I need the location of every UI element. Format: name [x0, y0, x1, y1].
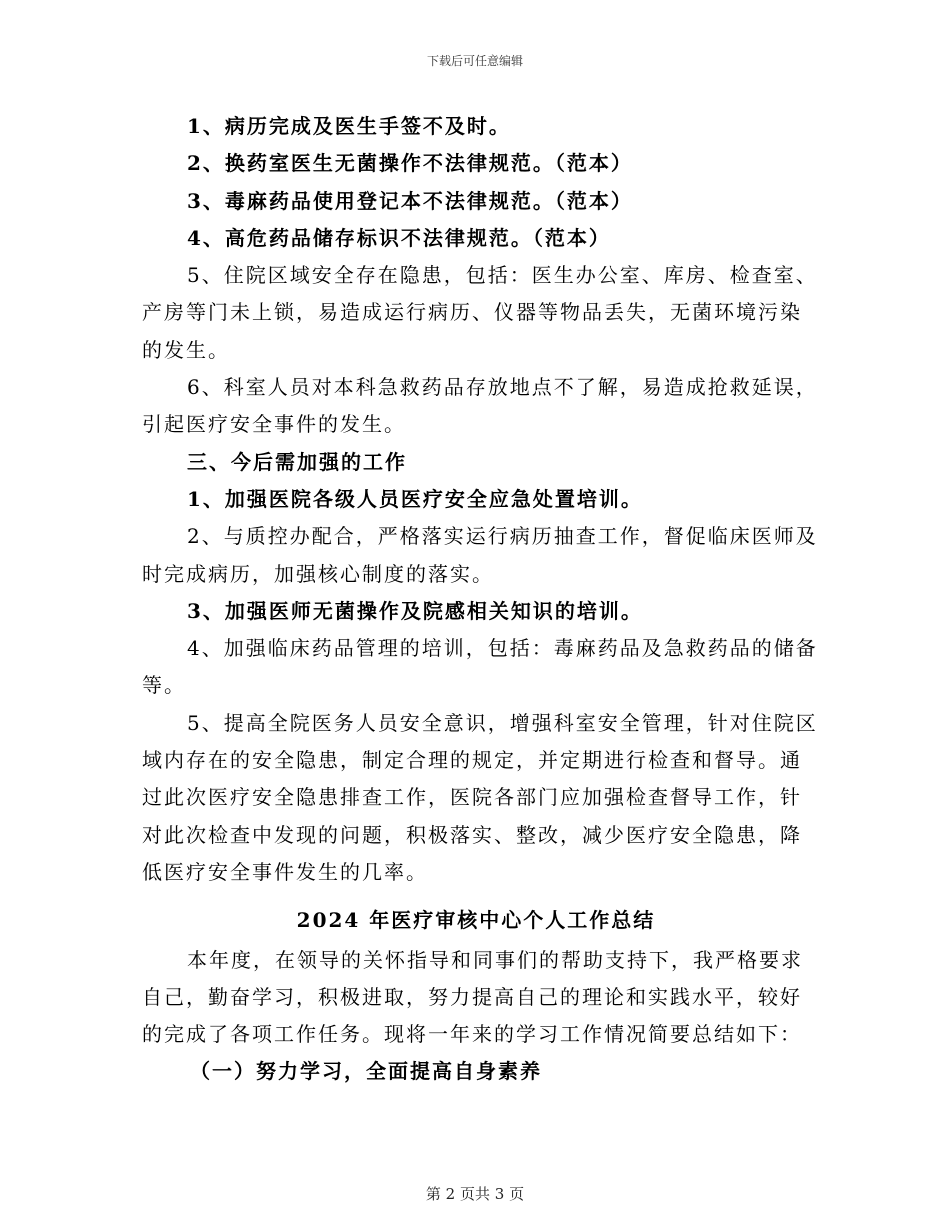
measure-item-4-line-2: 等。	[142, 673, 186, 698]
measure-item-5-line-2: 域内存在的安全隐患，制定合理的规定，并定期进行检查和督导。通	[142, 748, 802, 773]
measure-item-2-line-2: 时完成病历，加强核心制度的落实。	[142, 561, 494, 586]
measure-item-3: 3、加强医师无菌操作及院感相关知识的培训。	[187, 598, 643, 623]
page-header: 下载后可任意编辑	[426, 54, 523, 68]
measure-item-5-line-1: 5、提高全院医务人员安全意识，增强科室安全管理，针对住院区	[187, 710, 818, 735]
issue-item-4: 4、高危药品储存标识不法律规范。（范本）	[187, 225, 611, 250]
issue-item-5-line-2: 产房等门未上锁，易造成运行病历、仪器等物品丢失，无菌环境污染	[142, 300, 802, 325]
page-footer: 第 2 页共 3 页	[425, 1185, 525, 1203]
measure-item-1: 1、加强医院各级人员医疗安全应急处置培训。	[187, 486, 643, 511]
issue-item-6-line-1: 6、科室人员对本科急救药品存放地点不了解，易造成抢救延误，	[187, 375, 818, 400]
measure-item-5-line-5: 低医疗安全事件发生的几率。	[142, 859, 428, 884]
issue-item-5-line-3: 的发生。	[142, 337, 230, 362]
issue-item-6-line-2: 引起医疗安全事件的发生。	[142, 412, 406, 437]
document-title: 2024 年医疗审核中心个人工作总结	[296, 908, 656, 933]
issue-item-1: 1、病历完成及医生手签不及时。	[187, 114, 511, 138]
measure-item-4-line-1: 4、加强临床药品管理的培训，包括：毒麻药品及急救药品的储备	[187, 636, 818, 661]
issue-item-5-line-1: 5、住院区域安全存在隐患，包括：医生办公室、库房、检查室、	[187, 263, 818, 288]
section-gap	[142, 891, 810, 899]
summary-para-line-2: 自己，勤奋学习，积极进取，努力提高自己的理论和实践水平，较好	[142, 984, 802, 1009]
document-body	[142, 108, 818, 1091]
measure-item-2-line-1: 2、与质控办配合，严格落实运行病历抽查工作，督促临床医师及	[187, 524, 818, 549]
subheading-1: （一）努力学习，全面提高自身素养	[190, 1059, 542, 1084]
summary-para-line-3: 的完成了各项工作任务。现将一年来的学习工作情况简要总结如下：	[142, 1022, 802, 1047]
measure-item-5-line-3: 过此次医疗安全隐患排查工作，医院各部门应加强检查督导工作，针	[142, 785, 802, 810]
summary-para-line-1: 本年度，在领导的关怀指导和同事们的帮助支持下，我严格要求	[187, 947, 803, 972]
section-heading-3: 三、今后需加强的工作	[187, 449, 407, 474]
measure-item-5-line-4: 对此次检查中发现的问题，积极落实、整改，减少医疗安全隐患，降	[142, 822, 802, 847]
issue-item-3: 3、毒麻药品使用登记本不法律规范。（范本）	[187, 188, 633, 213]
issue-item-2: 2、换药室医生无菌操作不法律规范。（范本）	[187, 151, 633, 176]
